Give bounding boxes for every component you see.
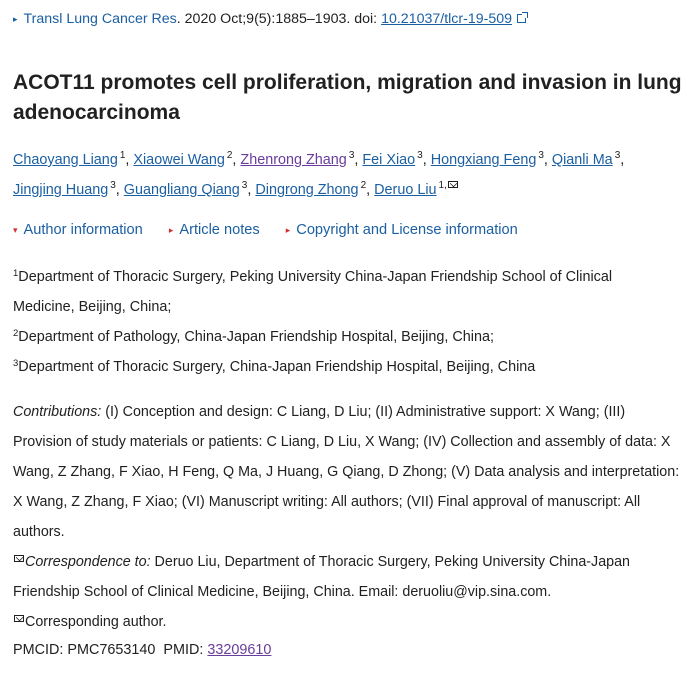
article-ids: PMCID: PMC7653140 PMID: 33209610 bbox=[13, 642, 272, 658]
author-affiliation-sup[interactable]: 1 bbox=[119, 150, 126, 161]
affiliations bbox=[13, 262, 673, 382]
author-affiliation-sup[interactable]: 1, bbox=[438, 180, 447, 191]
author-link[interactable]: Fei Xiao bbox=[362, 152, 416, 168]
contributions: Contributions: (I) Conception and design: C Liang, D Liu; (II) Administrative support: X Wang; (III) Provision of study materials or patients: C Liang, D Liu, X Wang; (IV) Collection and assembly of data: X Wang, Z Zhang, F Xiao, H Feng, Q Ma, J Huang, G Qiang, D Zhong; (V) Data analysis and interpretation: X Wang, Z Zhang, F Xiao; (VI) Manuscript writing: All authors; (VII) Final approval of manuscript: All authors. bbox=[13, 404, 680, 540]
correspondence: Correspondence to: Deruo Liu, Department of Thoracic Surgery, Peking University China-Japan Friendship School of Clinical Medicine, Beijing, China. Email: deruoliu@vip.sina.com. bbox=[13, 554, 631, 600]
triangle-down-icon: ▾ bbox=[13, 225, 18, 235]
author-link[interactable]: Qianli Ma bbox=[551, 152, 613, 168]
info-toggles bbox=[13, 222, 685, 238]
author-list: Chaoyang Liang $^1$, Xiaowei Wang $^2$, Zhenrong Zhang $^3$, Fei Xiao $^3$, Hongxiang Feng $^3$, Qianli Ma $^3$, Jingjing Huang $^3$, Guangliang Qiang $^3$, Dingrong Zhong $^2$, Deruo Liu $^{1,}$ bbox=[13, 150, 625, 198]
external-link-icon[interactable] bbox=[517, 14, 526, 23]
author-notes bbox=[13, 397, 681, 637]
affiliation-item: $^3$Department of Thoracic Surgery, China-Japan Friendship Hospital, Beijing, China bbox=[13, 358, 536, 375]
author-link[interactable]: Guangliang Qiang bbox=[123, 182, 240, 198]
copyright-license-toggle[interactable]: ▸ Copyright and License information bbox=[285, 222, 518, 238]
corresponding-author-note: Corresponding author. bbox=[13, 607, 681, 637]
envelope-icon bbox=[14, 615, 24, 622]
author-affiliation-sup[interactable]: 3 bbox=[241, 180, 248, 191]
author-link[interactable]: Deruo Liu bbox=[374, 182, 437, 198]
author-affiliation-sup[interactable]: 3 bbox=[110, 180, 116, 191]
contributions-label: Contributions: bbox=[13, 404, 102, 420]
article-notes-toggle[interactable]: ▸ Article notes bbox=[168, 222, 260, 238]
pmcid-value: PMC7653140 bbox=[67, 642, 156, 658]
author-link[interactable]: Dingrong Zhong bbox=[255, 182, 359, 198]
citation-details: . 2020 Oct;9(5):1885–1903. doi: bbox=[176, 11, 382, 27]
journal-name-link[interactable]: Transl Lung Cancer Res bbox=[23, 11, 177, 27]
author-information-toggle[interactable]: ▾ Author information bbox=[13, 222, 143, 238]
author-link[interactable]: Xiaowei Wang bbox=[133, 152, 225, 168]
author-affiliation-sup[interactable]: 3 bbox=[538, 150, 544, 161]
author-affiliation-sup[interactable]: 3 bbox=[348, 150, 355, 161]
journal-citation bbox=[13, 11, 685, 27]
pmid-link[interactable]: 33209610 bbox=[207, 642, 272, 658]
author-affiliation-sup[interactable]: 2 bbox=[360, 180, 367, 191]
correspondence-label: Correspondence to: bbox=[25, 554, 151, 570]
affiliation-item: $^2$Department of Pathology, China-Japan Friendship Hospital, Beijing, China; bbox=[13, 328, 494, 345]
article-title: ACOT11 promotes cell proliferation, migration and invasion in lung adenocarcinoma bbox=[13, 71, 682, 124]
author-link[interactable]: Hongxiang Feng bbox=[430, 152, 537, 168]
doi-link[interactable]: 10.21037/tlcr-19-509 bbox=[381, 11, 513, 27]
envelope-icon[interactable] bbox=[448, 181, 458, 188]
triangle-right-icon: ▸ bbox=[285, 225, 291, 235]
envelope-icon bbox=[14, 555, 24, 562]
triangle-right-icon: ▸ bbox=[168, 225, 174, 235]
expand-triangle-icon[interactable]: ▸ bbox=[13, 14, 18, 24]
author-affiliation-sup[interactable]: 3 bbox=[417, 150, 423, 161]
author-link[interactable]: Jingjing Huang bbox=[13, 182, 109, 198]
author-affiliation-sup[interactable]: 3 bbox=[614, 150, 621, 161]
author-link[interactable]: Chaoyang Liang bbox=[13, 152, 118, 168]
author-affiliation-sup[interactable]: 2 bbox=[226, 150, 233, 161]
affiliation-item: $^1$Department of Thoracic Surgery, Peking University China-Japan Friendship School of Clinical Medicine, Beijing, China; bbox=[13, 268, 613, 315]
author-link[interactable]: Zhenrong Zhang bbox=[240, 152, 347, 168]
